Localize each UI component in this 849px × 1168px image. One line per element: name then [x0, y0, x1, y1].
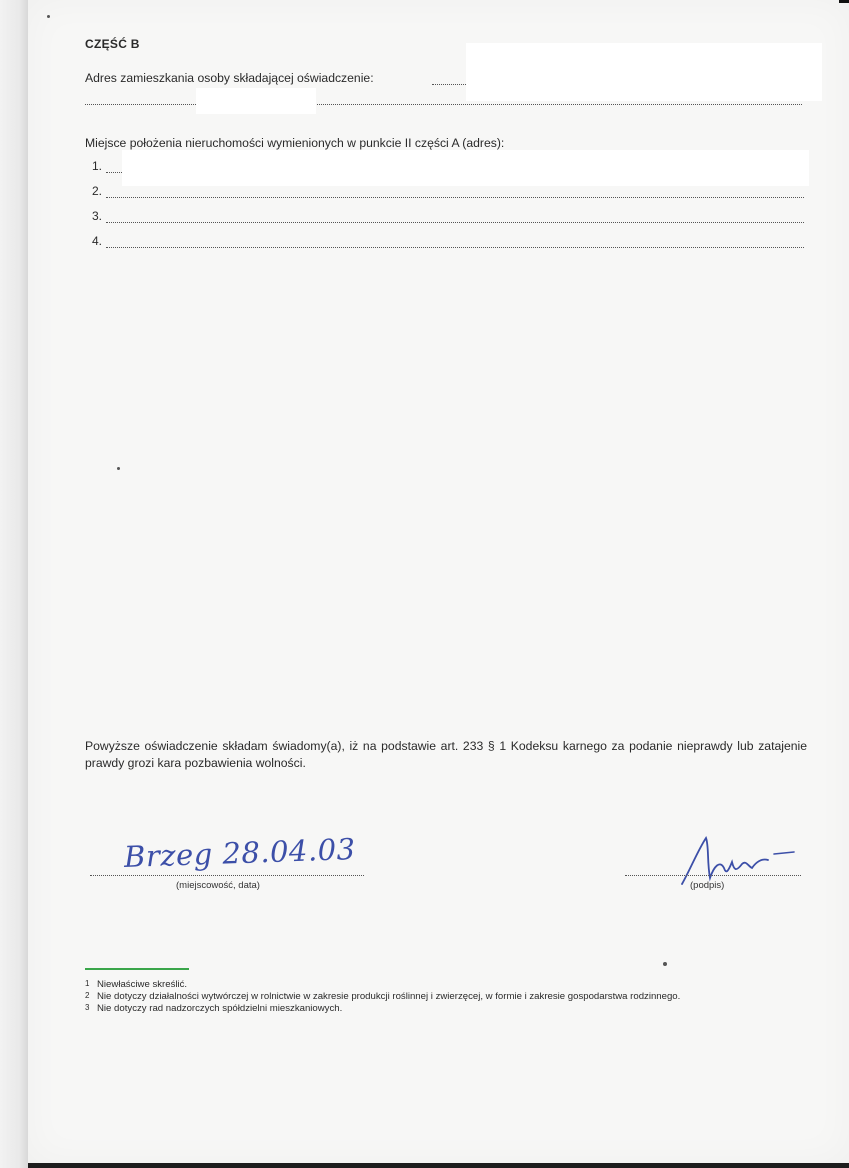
redaction-block — [196, 88, 316, 114]
footnote-item — [85, 1003, 810, 1015]
scan-speck — [663, 962, 667, 966]
place-date-handwriting: Brzeg 28.04.03 — [123, 831, 357, 875]
property-address-line-4[interactable] — [106, 247, 804, 248]
place-date-label: (miejscowość, data) — [176, 880, 260, 891]
scan-speck — [117, 467, 120, 470]
scan-speck — [47, 15, 50, 18]
property-location-label: Miejsce położenia nieruchomości wymienionych w punkcie II części A (adres): — [85, 136, 505, 150]
footnotes — [85, 979, 810, 1015]
scan-left-margin — [0, 0, 28, 1168]
scan-bottom-edge — [28, 1163, 849, 1168]
property-item-number: 2. — [92, 184, 103, 198]
footnote-text: Niewłaściwe skreślić. — [97, 979, 188, 990]
footnote-text: Nie dotyczy działalności wytwórczej w rolnictwie w zakresie produkcji roślinnej i zwierzęcej, w formie i zakresie gospodarstwa rodzinnego. — [97, 991, 681, 1002]
residence-address-line-2[interactable] — [85, 104, 802, 105]
property-address-line-2[interactable] — [106, 197, 804, 198]
redaction-block — [466, 43, 822, 101]
footnote-separator — [85, 968, 189, 970]
property-address-line-3[interactable] — [106, 222, 804, 223]
scan-corner-mark — [839, 0, 849, 3]
footnote-mark: 1 — [85, 979, 90, 988]
residence-address-label: Adres zamieszkania osoby składającej oświadczenie: — [85, 71, 374, 85]
footnote-item — [85, 979, 810, 991]
place-date-line[interactable] — [90, 875, 364, 876]
section-heading: CZĘŚĆ B — [85, 37, 140, 51]
signature-label: (podpis) — [690, 880, 725, 891]
property-item-number: 3. — [92, 209, 103, 223]
declaration-statement: Powyższe oświadczenie składam świadomy(a), iż na podstawie art. 233 § 1 Kodeksu karnego za podanie nieprawdy lub zatajenie prawdy grozi kara pozbawienia wolności. — [85, 739, 807, 770]
footnote-item — [85, 991, 810, 1003]
redaction-block — [122, 150, 809, 186]
footnote-text: Nie dotyczy rad nadzorczych spółdzielni mieszkaniowych. — [97, 1003, 343, 1014]
footnote-mark: 2 — [85, 991, 90, 1000]
property-item-number: 1. — [92, 159, 103, 173]
footnote-mark: 3 — [85, 1003, 90, 1012]
signature-line[interactable] — [625, 875, 801, 876]
property-item-number: 4. — [92, 234, 103, 248]
